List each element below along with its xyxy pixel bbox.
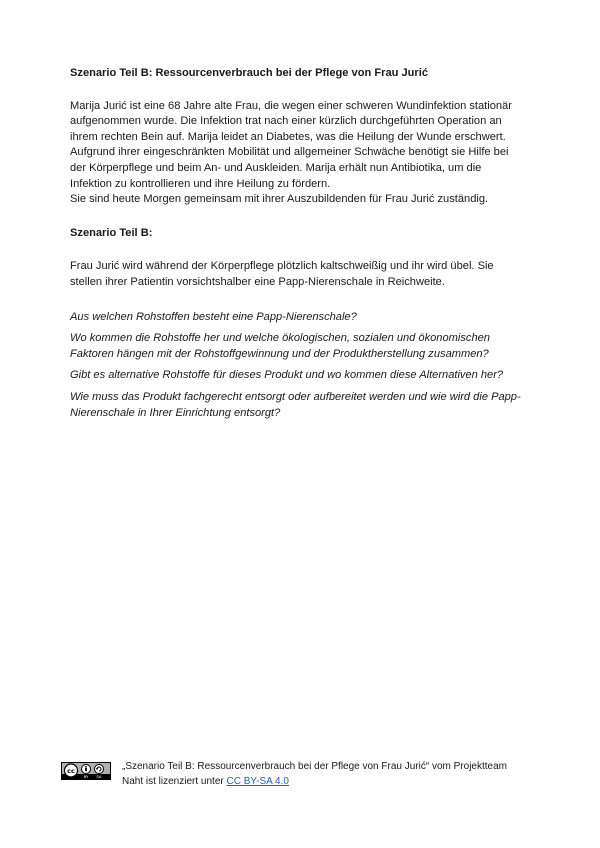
license-line-2-prefix: Naht ist lizenziert unter (122, 775, 227, 787)
scenario-paragraph (70, 259, 532, 290)
document-title: Szenario Teil B: Ressourcenverbrauch bei der Pflege von Frau Jurić (70, 67, 428, 79)
question-1 (70, 310, 532, 326)
question-line: Faktoren hängen mit der Rohstoffgewinnung und der Produktherstellung zusammen? (70, 347, 489, 360)
scenario-subheading: Szenario Teil B: (70, 226, 153, 239)
svg-text:cc: cc (67, 767, 75, 775)
license-footer (61, 760, 541, 800)
question-line: Wo kommen die Rohstoffe her und welche ökologischen, sozialen und ökonomischen (70, 332, 490, 345)
intro-line: aufgenommen wurde. Die Infektion trat nach einer kürzlich durchgeführten Operation an (70, 115, 502, 128)
license-line-1: „Szenario Teil B: Ressourcenverbrauch bei der Pflege von Frau Jurić“ vom Projektteam (122, 761, 507, 772)
question-3 (70, 368, 532, 384)
license-text (122, 760, 542, 789)
cc-by-sa-license-icon (61, 762, 111, 780)
scenario-line: stellen ihrer Patientin vorsichtshalber eine Papp-Nierenschale in Reichweite. (70, 275, 445, 288)
license-line-2 (122, 775, 542, 790)
intro-line: Aufgrund ihrer eingeschränkten Mobilität und allgemeiner Schwäche benötigt sie Hilfe bei (70, 146, 509, 159)
question-4 (70, 390, 532, 421)
license-link[interactable]: CC BY-SA 4.0 (226, 775, 289, 787)
badge-label-sa: SA (96, 774, 102, 779)
question-line: Aus welchen Rohstoffen besteht eine Papp-Nierenschale? (70, 310, 357, 323)
question-line: Wie muss das Produkt fachgerecht entsorgt oder aufbereitet werden und wie wird die Papp- (70, 390, 521, 403)
question-line: Nierenschale in Ihrer Einrichtung entsorgt? (70, 406, 281, 419)
intro-line: ihrem rechten Bein auf. Marija leidet an Diabetes, was die Heilung der Wunde erschwert. (70, 130, 506, 143)
intro-line: der Körperpflege und beim An- und Auskleiden. Marija erhält nun Antibiotika, um die (70, 161, 482, 174)
scenario-line: Frau Jurić wird während der Körperpflege plötzlich kaltschweißig und ihr wird übel. Sie (70, 260, 494, 273)
intro-line: Infektion zu kontrollieren und ihre Heilung zu fördern. (70, 177, 331, 190)
badge-label-by: BY (83, 774, 89, 779)
document-body (70, 66, 532, 427)
question-line: Gibt es alternative Rohstoffe für dieses Produkt und wo kommen diese Alternativen her? (70, 369, 504, 382)
intro-line: Marija Jurić ist eine 68 Jahre alte Frau, die wegen einer schweren Wundinfektion stationär (70, 99, 512, 112)
question-2 (70, 331, 532, 362)
intro-paragraph (70, 99, 532, 208)
intro-line: Sie sind heute Morgen gemeinsam mit ihrer Auszubildenden für Frau Jurić zuständig. (70, 193, 489, 206)
